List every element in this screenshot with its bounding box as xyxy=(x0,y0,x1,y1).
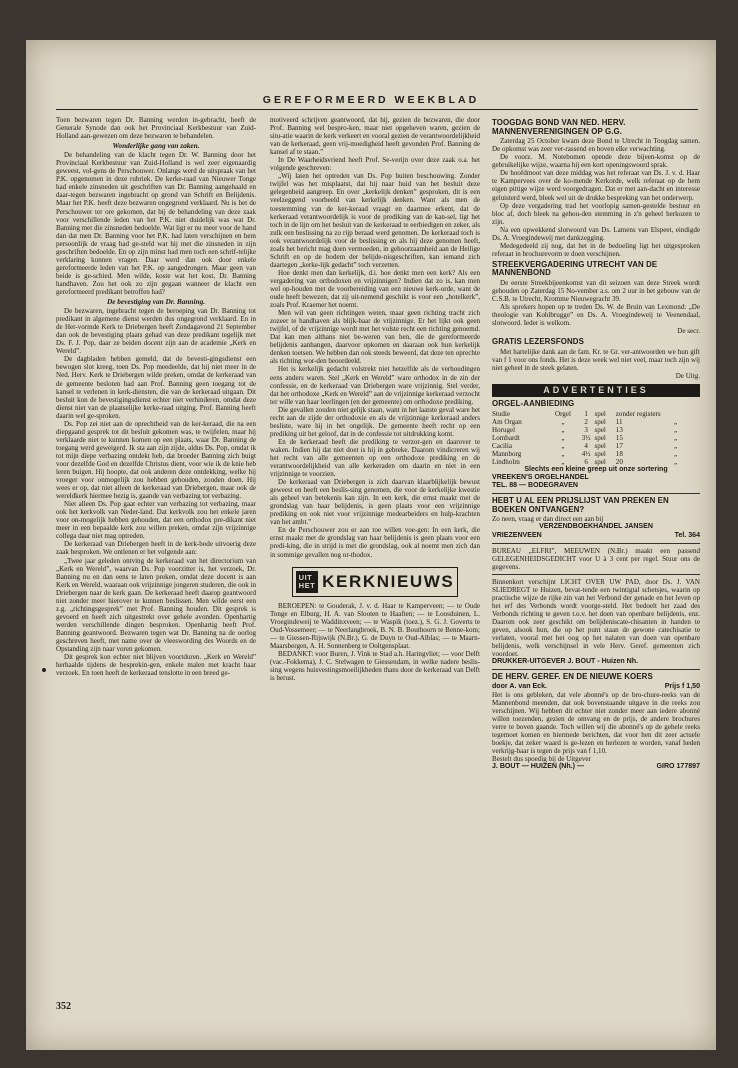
organ-cell: spel xyxy=(594,425,606,434)
section-heading: DE HERV. GEREF. EN DE NIEUWE KOERS xyxy=(492,672,653,682)
ad-split-left: VRIEZENVEEN xyxy=(492,531,542,539)
paragraph: Ds. Pop zei niet aan de oprechtheid van de ker-keraad, die na een diepgaand gesprek tot dit besluit gekomen was, te twijfelen, maar hij verklaarde niet te kunnen komen op een plaats, waar Dr. Banning de toegang werd geweigerd. Ik sta aan zijn zijde, aldus Ds. Pop, omdat ik tot mijn diepe verbazing ontdekt heb, dat broeder Banning zich buigt voor dezelfde God en dezelfde Christus dient, voor wie ik de knie heb leren buigen. Hij hoopte, dat ook anderen deze ontdekking, welke hij vroeger voor onmogelijk zou hebben gehouden, zouden doen. Hij wees er op, dat niet alleen de kerkeraad van Driebergen, maar ook de wereldkerk hiermee bezig is, gaande van verbazing tot verbazing. xyxy=(56,419,256,501)
ad-bold-line: DRUKKER-UITGEVER J. BOUT - Huizen Nh. xyxy=(492,658,639,666)
paragraph: Het is kerkelijk gedacht volstrekt niet hetzelfde als de verhoudingen eens anders waren. Stel „Kerk en Wereld” ware orthodox in de zin der confessie, en de kerkeraad van Driebergen ware vrijzinnig. Stel verder, dat het orthodoxe „Kerk en Wereld” aan de vrijzinnige kerkeraad verzocht ter wille van haar leerlingen (en der gemeente) om orthodoxe prediking. xyxy=(270,365,480,406)
organ-cell: 1 xyxy=(584,409,588,418)
organ-cell: „ xyxy=(673,425,678,434)
organ-cell: 6 xyxy=(584,458,588,467)
divider xyxy=(492,574,700,575)
organ-cell: „ xyxy=(561,450,565,459)
ink-speck xyxy=(42,668,46,672)
paragraph: De behandeling van de klacht tegen Dr. W. Banning door het Provinciaal Kerkbestuur van Zuid-Holland is wel zeer eigenaardig geweest, vol-gens de Perschouwer. Onlangs werd de uitspraak van het P.K. opgenomen in deze rubriek. De kerke-raad van Nieuwer Tonge had enkele zinsneden uit geschriften van Dr. Banning aangehaald en daar-tegen bezwaren ingebracht op grond van Schrift en Belijdenis. Maar het P.K. heeft deze bezwaren ongegrond verklaard. Nu is het de Perschouwer ter ore gekomen, dat bij de behandeling van deze zaak voor verschillende leden van het P.K. niet duidelijk was wat Dr. Banning met die zinsneden bedoelde. Wat ligt er nu meer voor de hand dan dat men Dr. Banning voor het P.K. had laten verschijnen en hem persoonlijk de vraag had ge-steld wat hij met die zinsneden in zijn geschriften bedoelde. En op zijn minst had men toch een schrif-telijke verklaring kunnen vragen. Daar werd dan ook door enkele gereformeerde leden van het P.K. op aangedrongen. Maar geen van beide is ge-schied. Men wilde, koste wat het kost, Dr. Banning handhaven. Zou het ook zo zijn gegaan wanneer de klacht een gereformeerd predikant betroffen had? xyxy=(56,151,256,296)
paragraph: „Wij laten het optreden van Ds. Pop buiten beschouwing. Zonder twijfel was het misplaatst, dat hij naar huid van het besluit deze gelegenheid aangreep. En over „kerkelijk denken” gesproken, dit is een veelzeggend voorbeeld van kerkelijk denken. Want als men de toestemming van de ker-keraad vraagt en daarmee erkent, dat de kerkeraad verantwoordelijk is voor de prediking van de kan-sel, ligt het toch in de lijn om het besluit van de kerkeraad te eerbiedigen en zeker, als zulk een beslissing na zo rijp beraad werd genomen. De kerkeraad toch is ook verantwoordelijk voor de beslissing en als hij deze genomen heeft, zoals het bericht mag doen vermoeden, in gehoorzaamheid aan de Heilige Schrift en op de bodem der belijde-nisgeschriften, kan iemand zich daartegen „kerke-lijk gedacht” toch verzetten. xyxy=(270,172,480,269)
paragraph: Hoe denkt men dan kerkelijk, d.i. hoe denkt men een kerk? Als een vergadering van orthodoxen en vrijzinnigen? Indien dat zo is, kan men wel op-houden met de voorbereiding van een nieuwe kerk-orde, want de oude heeft bewezen, dat zij uit-nemend geschikt is voor een „hotelkerk”, zoals Prof. Kraemer het noemt. xyxy=(270,268,480,310)
ad-split-right: Prijs f 1,50 xyxy=(664,682,700,690)
paragraph: Binnenkort verschijnt LICHT OVER UW PAD, door Ds. J. VAN SLIEDREGT te Huizen, bevat-tende een twintigtal schetsjes, waarin op practische wijze de rijke zin van het Verbond der genade en het leven op het erf des Verbonds wordt voorge-steld. Het bedoelt het zaad des Verbonds richting te geven t.o.v. het doen van openbare belijdenis, enz. Daarom ook zeer geschikt om belijdeniscate-chisanten in handen te geven, alsook hun, die op het punt staan de gewone catechisatie te verlaten, vooral met het oog op het nalaten van doen van openbare belijdenis, welk verschijnsel in vele Herv. Geref. gemeenten zich voordoet. xyxy=(492,577,700,659)
paragraph: Men wil van geen richtingen weten, maar geen richting tracht zich zozeer te handhaven als blijk-baar de vrijzinnige. Er het lijkt ook geen twijfel, of de vrijzinnige wordt met het volste recht een richting genoemd. Dat kan men althans niet be-weren van hen, die de gereformeerde belijdenis aanhangen, daarvoor opkomen en daaraan ook hun kerkelijk denken toetsen. We hebben dan ook steeds beweerd, dat deze ten oprechte als richting wor-den beoordeeld. xyxy=(270,309,480,366)
organ-cell: Mannborg xyxy=(492,450,522,459)
organ-row xyxy=(492,450,700,458)
advertenties-banner: ADVERTENTIES xyxy=(492,384,700,397)
paragraph: Het is ons gebleken, dat vele abonné's op de bro-chure-reeks van de Mannenbond meenden, dat ook bovenstaande uitgave in die reeks zou verschijnen. Wij hebben dit echter niet zonder meer aan iedere abonné willen toezenden, gezien de omvang en de prijs, de andere brochures verre te boven gaande. Toch willen wij die abonné's op de gehele reeks tegemoet komen en hiermede berichten, dat voor hen dit zeer actuele boekje, dat zeker waard is ge-lezen en herlezen te worden, vanaf heden verkrijg-baar is tegen de prijs van f 1,10. xyxy=(492,690,700,756)
organ-row xyxy=(492,426,700,434)
paragraph: De hoofdmoot van deze middag was het referaat van Ds. J. v. d. Haar te Kampervees over de ko-mende Kerkorde, welk referaat op de hem eigen pittige wijze werd voorgedragen. Dat er met aan-dacht en interesse geluisterd werd, bleek wel uit de drukke bespreking van het onderwerp. xyxy=(492,169,700,202)
ad-split-left: J. BOUT — HUIZEN (Nh.) — xyxy=(492,763,584,771)
subheading: Wonderlijke gang van zaken. xyxy=(112,141,200,151)
organ-cell: Cacilia xyxy=(492,441,512,450)
paragraph: Bestelt dus spoedig bij de Uitgever xyxy=(492,755,591,764)
masthead-rule xyxy=(56,109,698,110)
paragraph: Na een opwekkend slotwoord van Ds. Lamens van Elspeet, eindigde Ds. A. Vroegindeweij met dankzegging. xyxy=(492,225,700,242)
paragraph: motiveerd schrijven geantwoord, dat hij, gezien de bezwaren, die door Prof. Banning wel bespro-ken, maar niet opgeheven waren, gezien de situ-atie waarin de kerk verkeert en vooral gezien de verantwoordelijkheid van de kerkeraad, geen vrij-moedigheid heeft gevonden Prof. Banning de kansel af te staan.” xyxy=(270,116,480,157)
ad-bold-line: VREEKEN'S ORGELHANDEL xyxy=(492,474,589,482)
organ-row xyxy=(492,410,700,418)
paragraph: Met hartelijke dank aan de fam. Kr. te Gr. ver-antwoorden we hun gift van f 1 voor ons fonds. Het is deze week wel niet veel, maar toch zijn wij niet geheel in de steek gelaten. xyxy=(492,348,700,373)
organ-cell: spel xyxy=(594,409,606,418)
paragraph: De kerkeraad van Driebergen heeft in de kerk-bode uitvoerig deze zaak besproken. We ontlenen er het volgende aan: xyxy=(56,540,256,557)
subheading: De bevestiging van Dr. Banning. xyxy=(106,297,206,307)
organ-cell: 11 xyxy=(615,417,623,426)
paragraph: Als sprekers hopen op te treden Ds. W. de Bruin van Lexmond: „De theologie van Kohlbrugge” en Ds. A. Vroegindeweij te Veenendaal, slotwoord. Ieder is welkom. xyxy=(492,303,700,328)
organ-table xyxy=(492,410,700,466)
organ-cell: Am Organ xyxy=(492,417,522,426)
section-heading: STREEKVERGADERING UTRECHT VAN DE MANNENBOND xyxy=(492,259,658,278)
organ-cell: „ xyxy=(673,450,678,459)
organ-cell: 4½ xyxy=(581,450,591,459)
organ-row xyxy=(492,434,700,442)
ad-split-right: GIRO 177897 xyxy=(656,763,700,771)
section-heading: TOOGDAG BOND VAN NED. HERV. MANNENVERENIGINGEN OP G.G. xyxy=(492,118,626,136)
paragraph: Medegedeeld zij nog, dat het in de bedoeling ligt het uitgesproken referaat in brochurevorm te doen verschijnen. xyxy=(492,241,700,258)
organ-cell: 20 xyxy=(615,458,623,467)
paragraph: Niet alleen Ds. Pop gaat echter van verbazing tot verbazing, maar ook het kerkvolk van Neder-land. Dat kerkvolk zou het enkele jaren voor on-mogelijk hebben gehouden, dat een orthodox pre-dikant niet meer in een bepaalde kerk zou willen preken, omdat zijn vrijzinnige collega daar niet mag optreden. xyxy=(56,500,256,541)
signature: De Uitg. xyxy=(675,372,700,381)
organ-cell: spel xyxy=(594,450,606,459)
section-heading: ORGEL-AANBIEDING xyxy=(492,399,575,409)
paragraph: Zo neen, vraag er dan direct een aan bij xyxy=(492,515,604,524)
organ-cell: „ xyxy=(561,458,565,467)
organ-cell: „ xyxy=(673,433,678,442)
organ-row xyxy=(492,458,700,466)
organ-cell: 17 xyxy=(615,441,623,450)
organ-cell: 15 xyxy=(615,433,623,442)
organ-cell: spel xyxy=(594,441,606,450)
organ-cell: „ xyxy=(561,441,565,450)
organ-cell: 13 xyxy=(615,425,623,434)
organ-cell: Studie xyxy=(492,409,511,418)
paragraph: Zaterdag 25 October kwam deze Bond te Utrecht in Toogdag samen. De opkomst was zeer ver-rassend en boven elke verwachting. xyxy=(492,137,700,154)
paragraph: De bezwaren, ingebracht tegen de beroeping van Dr. Banning tot predikant in algemene dienst werden dus ongegrond verklaard. En in de Her-vormde Kerk te Driebergen heeft Zondagavond 21 September dan ook de bevestiging plaats gehad van deze predikant tegelijk met Ds. F. J. Pop, daar ze beiden docent zijn aan de academie „Kerk en Wereld”. xyxy=(56,307,256,356)
column-1 xyxy=(56,116,256,1020)
paragraph: Toen bezwaren tegen Dr. Banning werden in-gebracht, heeft de Generale Synode dan ook het Provinciaal Kerkbestuur van Zuid-Holland aan-gewezen om deze bezwaren te behandelen. xyxy=(56,116,256,141)
ad-bold-line: TEL. 88 — BODEGRAVEN xyxy=(492,482,579,490)
paragraph: BEROEPEN: te Gouderak, J. v. d. Haar te Kamperveen; — te Oude Tonge en Elburg, H. A. van Slooten te Haaften; — te Loosduinen, L. Vroegindeweij te Waddinxveen; — te Waspik (toez.), S. G. J. Goverts te Oud-Vossemeer; — te Neerlangbroek, B. N. B. Bouthoorn te Benne-kom; — te Giessen-Rijswijk (N.Br.), G. de Duyn te Oud-Alblas; — te Maarn-Maarsbergen, A. H. Sonnenberg te Ooltgensplaat. xyxy=(270,601,480,650)
ad-split-line xyxy=(492,683,700,691)
column-3 xyxy=(492,116,700,1020)
organ-cell: 4 xyxy=(584,441,588,450)
organ-cell: „ xyxy=(673,458,678,467)
ad-split-line xyxy=(492,532,700,540)
column-2 xyxy=(270,116,480,1020)
organ-row xyxy=(492,418,700,426)
paragraph: De kerkeraad van Driebergen is zich daarvan klaarblijkelijk bewust geweest en heeft een beslis-sing genomen, die voor de kerkelijke kwestie als geheel van betekenis kan zijn. In een kerk, die ernst maakt met de grondslag van haar belijdenis, is geen plaats voor een vrijzinnige prediking en ook niet voor vrijzinnige medearbeiders en hulp-krachten van het ambt.” xyxy=(270,478,480,527)
organ-cell: 3 xyxy=(584,425,588,434)
section-heading: HEBT U AL EEN PRIJSLIJST VAN PREKEN EN BOEKEN ONTVANGEN? xyxy=(492,496,669,514)
organ-cell: „ xyxy=(561,417,565,426)
organ-cell: Lindholm xyxy=(492,458,520,467)
paragraph: Dit gesprek kon echter niet blijven voortduren. „Kerk en Wereld” herhaalde tijdens de besprekin-gen, enkele malen met kracht haar verzoek. En toen heeft de kerkeraad tenslotte in een breed ge- xyxy=(56,653,256,678)
paragraph: De eerste Streekbijeenkomst van dit seizoen van deze Streek wordt gehouden op Zaterdag 15 No-vember a.s. om 2 uur in het gebouw van de C.S.B. te Utrecht, Kromme Nieuwegracht 39. xyxy=(492,279,700,304)
organ-cell: spel xyxy=(594,458,606,467)
organ-cell: spel xyxy=(594,433,606,442)
newspaper-page xyxy=(26,40,716,1050)
organ-cell: „ xyxy=(561,433,565,442)
organ-cell: „ xyxy=(561,425,565,434)
paragraph: En de Perschouwer zou er aan toe willen voe-gen: In een kerk, die ernst maakt met de grondslag van haar belijdenis is geen plaats voor een predi-king, die in strijd is met die grondslag, ook al noemt men zich dan in sommige gevallen nog or-thodox. xyxy=(270,526,480,559)
page-number: 352 xyxy=(56,1001,71,1012)
organ-cell: 18 xyxy=(615,450,623,459)
paragraph: Op deze vergadering trad het voorlopig samen-gestelde bestuur en bloc af, doch bleek na gehou-den stemming in z'n geheel herkozen te zijn. xyxy=(492,201,700,226)
organ-cell: „ xyxy=(673,417,678,426)
masthead: GEREFORMEERD WEEKBLAD xyxy=(262,94,480,106)
paragraph: „Twee jaar geleden ontving de kerkeraad van het directorium van „Kerk en Wereld”, waarvan Ds. Pop voorzitter is, het verzoek, Dr. Banning nu en dan eens te laten preken, omdat deze docent is aan Kerk en Wereld, waaraan ook vrijzinnige jongeren studeren, die ook in Driebergen naar de kerk gaan. De kerkeraad heeft daarop geantwoord niet zonder meer hierover te kunnen beslissen. Men wilde eerst een z.g. „richtingsgesprek” met Prof. Banning houden. Dit gesprek is gevoerd en heeft zich uitgestrekt over gehele avonden. Openhartig werden verschillende dingen besproken. Openhartig heeft Prof. Banning geantwoord. Bezwaren tegen wat Dr. Banning na de oorlog geschreven heeft, met name over de vleeswording des Woords en de Opstanding zijn naar voren gekomen. xyxy=(56,556,256,654)
kerknieuws-title: KERKNIEUWS xyxy=(322,571,455,591)
paragraph: De dagbladen hebben gemeld, dat de bevesti-gingsdienst een bewogen slot kreeg, toen Ds. Pop meedeelde, dat hij niet meer in de Ned. Herv. Kerk te Driebergen wilde preken, omdat de kerkeraad van de gemeente besloten had aan Prof. Banning geen toegang tot de kansel te verlenen in kerk-diensten, die van de kerkeraad uitgaan. Dit besluit kon de bevestigingsdienst echter niet verhinderen, omdat deze dienst niet van de plaatselijke kerke-raad uitging. Prof. Banning heeft daarin wel ge-sproken. xyxy=(56,355,256,420)
kerknieuws-prefix: UIT HET xyxy=(296,571,319,593)
divider xyxy=(492,493,700,494)
divider xyxy=(492,669,700,670)
paragraph: En de kerkeraad heeft die prediking te verzor-gen en daarover te waken. Indien hij dat niet doet is hij in gebreke. Daarom vindicreren wij het recht van alle gemeenten op een orthodoxe prediking en de verantwoordelijkheid van alle kerkeraden om daarin en niet in een vrijzinnige te voorzien. xyxy=(270,437,480,479)
organ-cell: 2 xyxy=(584,417,588,426)
ad-split-line xyxy=(492,763,700,771)
organ-cell: Horugel xyxy=(492,425,516,434)
organ-cell: Orgel xyxy=(555,409,571,418)
paragraph: BUREAU „ELFRI”, MEEUWEN (N.Br.) maakt een passend GELEGENHEIDSGEDICHT voor U à 3 cent per regel. Stuur ons de gegevens. xyxy=(492,546,700,571)
paragraph: In De Waarheidsvriend heeft Prof. Se-verijn over deze zaak o.a. het volgende geschreven: xyxy=(270,156,480,173)
organ-cell: spel xyxy=(594,417,606,426)
section-heading: GRATIS LEZERSFONDS xyxy=(492,337,584,347)
organ-row xyxy=(492,442,700,450)
ad-split-left: door A. van Eck. xyxy=(492,682,547,690)
paragraph: BEDANKT: voor Buren, J. Vink te Stad a.h. Haringvliet; — voor Delft (vac.-Fokkema), J. C. Stelwagen te Giessendam, in welke nadere beslis-sing wegens huisvestingsmoeilijkheden thans door de kerkeraad van Delft is berust. xyxy=(270,649,480,683)
paragraph: De voorz. M. Notebomen opende deze bijeen-komst op de gebruikelijke wijze, waarna hij een kort openingswoord sprak. xyxy=(492,153,700,170)
organ-cell: Lombardt xyxy=(492,433,520,442)
ad-bold-line: VERZENDBOEKHANDEL JANSEN xyxy=(539,523,653,531)
divider xyxy=(492,543,700,544)
ad-split-right: Tel. 364 xyxy=(674,531,700,539)
ad-bold-line: Slechts een kleine greep uit onze sortering xyxy=(524,466,668,474)
paragraph: Die gevallen zouden niet gelijk staan, want in het laatste geval ware het recht aan de zijde der orthodoxie en als de vrijzinnige kerkeraad anders besliste, ware hij in het ongelijk. De gemeente heeft recht op een prediking uit het geloof, dat in de confessie tot uitdrukking komt. xyxy=(270,405,480,438)
organ-cell: „ xyxy=(673,441,678,450)
kerknieuws-header xyxy=(292,567,458,597)
signature: De secr. xyxy=(677,327,700,336)
organ-cell: zonder registers xyxy=(615,409,661,418)
organ-cell: 3½ xyxy=(581,433,591,442)
